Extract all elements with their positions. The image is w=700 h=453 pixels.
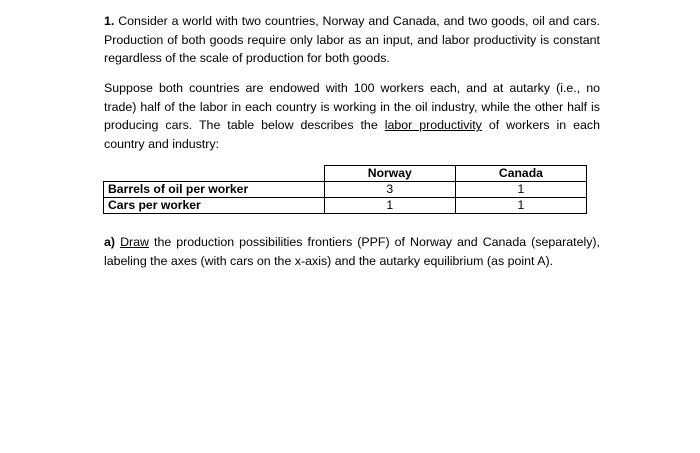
table-header-canada: Canada xyxy=(455,166,586,182)
cell-cars-canada: 1 xyxy=(455,198,586,214)
table-header-norway: Norway xyxy=(324,166,455,182)
cell-cars-norway: 1 xyxy=(324,198,455,214)
table-header-row xyxy=(104,166,587,182)
row-label-oil: Barrels of oil per worker xyxy=(104,182,325,198)
part-a-paragraph xyxy=(104,233,600,270)
cell-oil-canada: 1 xyxy=(455,182,586,198)
question-setup-paragraph xyxy=(104,79,600,153)
row-label-cars: Cars per worker xyxy=(104,198,325,214)
table-row xyxy=(104,198,587,214)
table-row xyxy=(104,182,587,198)
cell-oil-norway: 3 xyxy=(324,182,455,198)
table-header-blank xyxy=(104,166,325,182)
productivity-table xyxy=(103,165,587,214)
question-number: 1. xyxy=(104,14,115,28)
setup-text-before: Suppose both countries are endowed with 100 workers each, and at autarky (i.e., no trade) half of the labor in each country is working in the oil industry, while the other half is producing cars. The table below describes the xyxy=(104,81,600,133)
setup-underlined-term: labor productivity xyxy=(384,118,482,133)
question-intro-paragraph xyxy=(104,12,600,68)
part-a-label: a) xyxy=(104,235,116,249)
part-a-verb: Draw xyxy=(120,235,149,249)
setup-text-after: of workers in each country and industry: xyxy=(104,118,600,151)
part-a-text: the production possibilities frontiers (PPF) of Norway and Canada (separately), labeling the axes (with cars on the x-axis) and the autarky equilibrium (as point A). xyxy=(104,235,600,268)
question-intro-text: Consider a world with two countries, Norway and Canada, and two goods, oil and cars. Production of both goods require only labor as an input, and labor productivity is constant regardless of the scale of production for both goods. xyxy=(104,14,600,66)
